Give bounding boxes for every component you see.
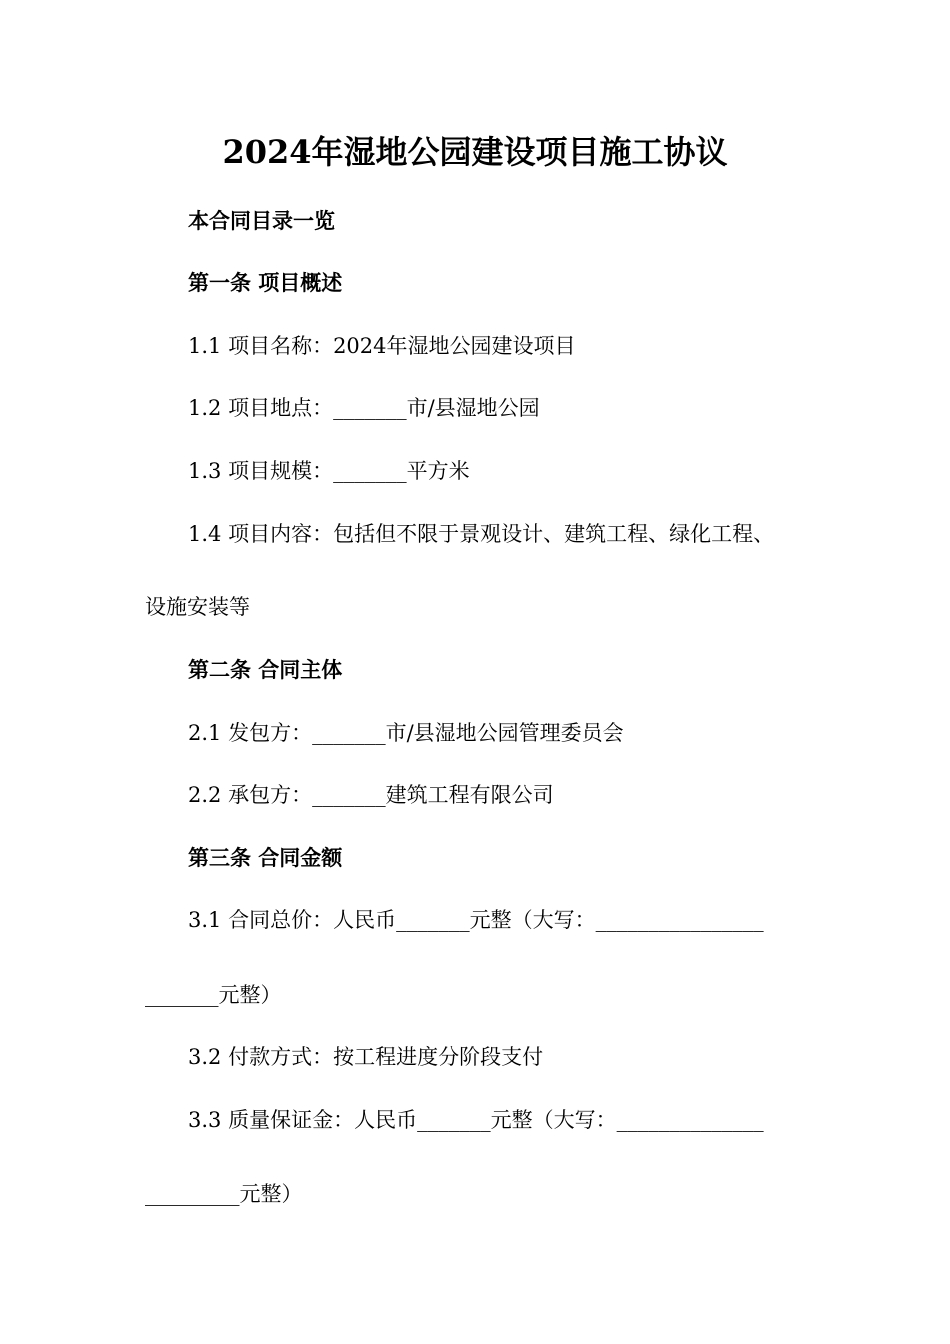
article-1-heading: 第一条 项目概述 <box>188 271 343 295</box>
clause-1-1: 1.1 项目名称：2024年湿地公园建设项目 <box>188 334 576 358</box>
document-title: 2024年湿地公园建设项目施工协议 <box>222 133 728 171</box>
clause-3-3-line-2: _________元整） <box>145 1182 303 1206</box>
clause-2-2: 2.2 承包方：_______建筑工程有限公司 <box>188 783 554 807</box>
clause-1-4-line-2: 设施安装等 <box>145 595 250 619</box>
clause-3-3-line-1: 3.3 质量保证金：人民币_______元整（大写：______________ <box>188 1108 764 1132</box>
article-3-heading: 第三条 合同金额 <box>188 846 343 870</box>
clause-1-2: 1.2 项目地点：_______市/县湿地公园 <box>188 396 540 420</box>
article-2-heading: 第二条 合同主体 <box>188 658 343 682</box>
toc-heading: 本合同目录一览 <box>188 209 335 233</box>
clause-1-3: 1.3 项目规模：_______平方米 <box>188 459 470 483</box>
clause-1-4-line-1: 1.4 项目内容：包括但不限于景观设计、建筑工程、绿化工程、 <box>188 522 775 546</box>
clause-3-1-line-2: _______元整） <box>145 983 282 1007</box>
clause-3-2: 3.2 付款方式：按工程进度分阶段支付 <box>188 1045 544 1069</box>
clause-2-1: 2.1 发包方：_______市/县湿地公园管理委员会 <box>188 721 624 745</box>
clause-3-1-line-1: 3.1 合同总价：人民币_______元整（大写：________________ <box>188 908 764 932</box>
